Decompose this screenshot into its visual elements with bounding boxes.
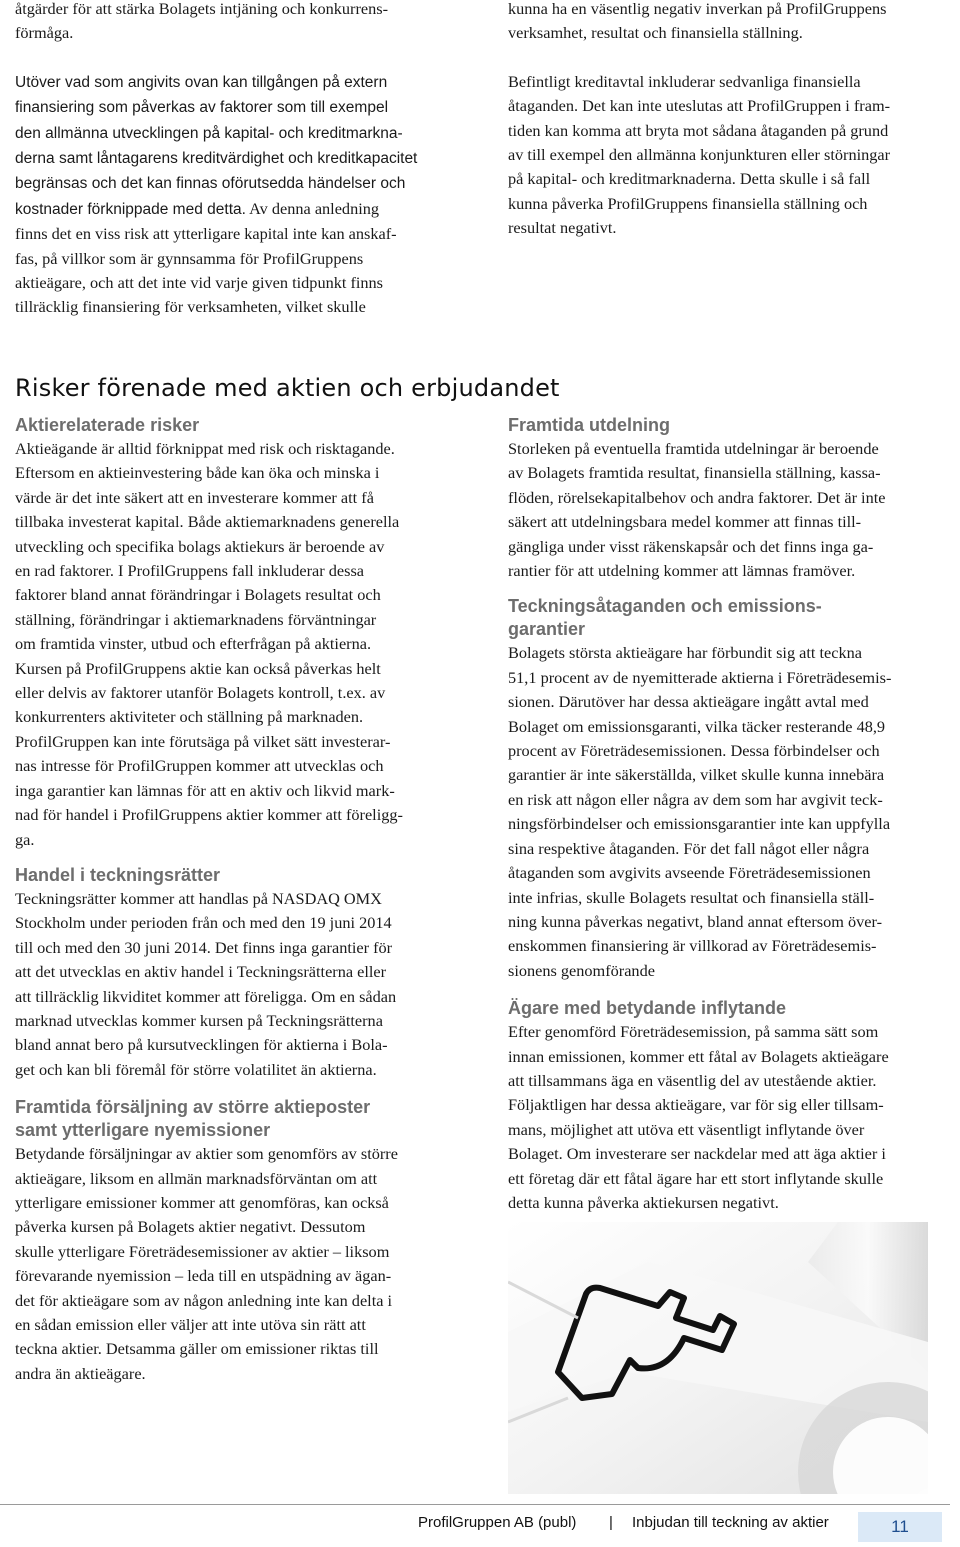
paragraph-credit-agreement: Befintligt kreditavtal inkluderar sedvanliga finansiella åtaganden. Det kan inte uteslutas att ProfilGruppen i fram- tiden kan komma att bryta mot sådana åtaganden på grund av till exempel den allmänna konjunkturen eller störningar på kapital- och kreditmarknaderna. Detta skulle i så fall kunna påverka ProfilGruppens finansiella ställning och resultat negativt.: [508, 71, 891, 238]
heading-agare-med-betydande-inflytande: Ägare med betydande inflytande: [508, 998, 787, 1019]
lower-left-column: [15, 414, 447, 1386]
paragraph-financing: Utöver vad som angivits ovan kan tillgången på extern finansiering som påverkas av faktorer som till exempel den allmänna utvecklingen på kapital- och kreditmarkna- derna samt låntagarens kreditvärdighet och kreditkapacitet begränsas och det kan finnas oförutsedda händelser och kostnader förknippade med detta. Av denna anledning finns det en viss risk att ytterligare kapital inte kan anskaf- fas, på villkor som är gynnsamma för ProfilGruppens aktieägare, och att det inte vid varje given tidpunkt finns tillräcklig finansiering för verksamheten, vilket skulle: [15, 73, 418, 317]
paragraph-framtida-forsaljning: Betydande försäljningar av aktier som genomförs av större aktieägare, liksom en allmän marknadsförväntan om att ytterligare emissioner kommer att genomföras, kan också påverka kursen på Bolagets aktier negativt. Dessutom skulle ytterligare Företrädesemissioner av aktier – liksom förevarande nyemission – leda till en utspädning av ägan- det för aktieägare som av någon anledning inte kan delta i en sådan emission eller väljer att inte utöva sin rätt att teckna aktier. Detsamma gäller om emissioner riktas till andra än aktieägare.: [15, 1144, 398, 1383]
paragraph-agare: Efter genomförd Företrädesemission, på samma sätt som innan emissionen, kommer ett fåtal av Bolagets aktieägare att tillsammans äga en väsentlig del av utestående aktier. Följaktligen har dessa aktieägare, var för sig eller tillsam- mans, möjlighet att utöva ett väsentligt inflytande över Bolaget. Om investerare ser nackdelar med att äga aktier i ett företag där ett fåtal ägare har ett stort inflytande skulle detta kunna påverka aktiekursen negativt.: [508, 1022, 889, 1212]
heading-framtida-utdelning: Framtida utdelning: [508, 415, 670, 435]
paragraph-utdelning: Storleken på eventuella framtida utdelningar är beroende av Bolagets framtida resultat, finansiella ställning, kassa- flöden, rörelsekapitalbehov och andra faktorer. Det är inte säkert att utdelningsbara medel kommer att finnas till- gängliga under visst räkenskapsår och det finns inga ga- rantier för att utdelning kommer att lämnas framöver.: [508, 439, 886, 581]
heading-framtida-forsaljning: Framtida försäljning av större aktieposter samt ytterligare nyemissioner: [15, 1097, 371, 1141]
section-title: Risker förenade med aktien och erbjudandet: [15, 374, 560, 402]
paragraph-handel: Teckningsrätter kommer att handlas på NASDAQ OMX Stockholm under perioden från och med den 19 juni 2014 till och med den 30 juni 2014. Det finns inga garantier för att det utvecklas en aktiv handel i Teckningsrätterna eller att tillräcklig likviditet kommer att föreligga. Om en sådan marknad utvecklas kommer kursen på Teckningsrätterna bland annat bero på kursutvecklingen för aktierna i Bola- get och kan bli föremål för större volatilitet än aktierna.: [15, 888, 397, 1079]
page-footer: [0, 1512, 960, 1547]
heading-handel-i-teckningsratter: Handel i teckningsrätter: [15, 864, 221, 885]
footer-company: ProfilGruppen AB (publ): [418, 1514, 577, 1531]
top-left-block: [15, 0, 447, 320]
page-number-box: [858, 1512, 942, 1542]
paragraph-continuation-right: kunna ha en väsentlig negativ inverkan på ProfilGruppens verksamhet, resultat och finansiella ställning.: [508, 0, 887, 43]
footer-separator: |: [609, 1514, 613, 1531]
footer-document-title: Inbjudan till teckning av aktier: [632, 1514, 829, 1531]
paragraph-continuation: åtgärder för att stärka Bolagets intjäning och konkurrens- förmåga.: [15, 0, 388, 43]
aluminium-profile-image: [508, 1222, 928, 1494]
lower-right-column: [508, 414, 940, 1215]
footer-rule: [0, 1504, 950, 1505]
paragraph-aktierelaterade: Aktieägande är alltid förknippat med risk och risktagande. Eftersom en aktieinvestering både kan öka och minska i värde är det inte säkert att en investerare kommer att få tillbaka investerat kapital. Både aktiemarknadens generella utveckling och specifika bolags aktiekurs är beroende av en rad faktorer. I ProfilGruppens fall inkluderar dessa faktorer bland annat förändringar i Bolagets resultat och ställning, förändringar i aktiemarknadens förväntningar om framtida vinster, utbud och efterfrågan på aktierna. Kursen på ProfilGruppens aktie kan också påverkas helt eller delvis av faktorer utanför Bolagets kontroll, t.ex. av konkurrenters aktiviteter och ställning på marknaden. ProfilGruppen kan inte förutsäga på vilket sätt investerar- nas intresse för ProfilGruppen kommer att utvecklas och inga garantier kan lämnas för att en aktiv och likvid mark- nad för handel i ProfilGruppens aktier kommer att föreligg- ga.: [15, 439, 403, 849]
top-right-block: [508, 0, 940, 241]
heading-teckningsataganden: Teckningsåtaganden och emissions- garantier: [508, 596, 822, 640]
paragraph-teckningsataganden: Bolagets största aktieägare har förbundit sig att teckna 51,1 procent av de nyemitterade aktierna i Företrädesemis- sionen. Därutöver har dessa aktieägare ingått avtal med Bolaget om emissionsgaranti, vilka täcker resterande 48,9 procent av Företrädesemissionen. Dessa förbindelser och garantier är inte säkerställda, vilket skulle kunna innebära en risk att någon eller några av dem som har avgivit teck- ningsförbindelser och emissionsgarantier inte kan uppfylla sina respektive åtaganden. För det fall något eller några åtaganden som avgivits avseende Företrädesemissionen inte infrias, skulle Bolagets resultat och finansiella ställ- ning kunna påverkas negativt, bland annat eftersom över- enskommen finansiering är villkorad av Företrädesemis- sionens genomförande: [508, 643, 892, 980]
aluminium-profile-photo: [508, 1222, 928, 1494]
page-number: 11: [891, 1517, 909, 1536]
heading-aktierelaterade-risker: Aktierelaterade risker: [15, 415, 200, 435]
